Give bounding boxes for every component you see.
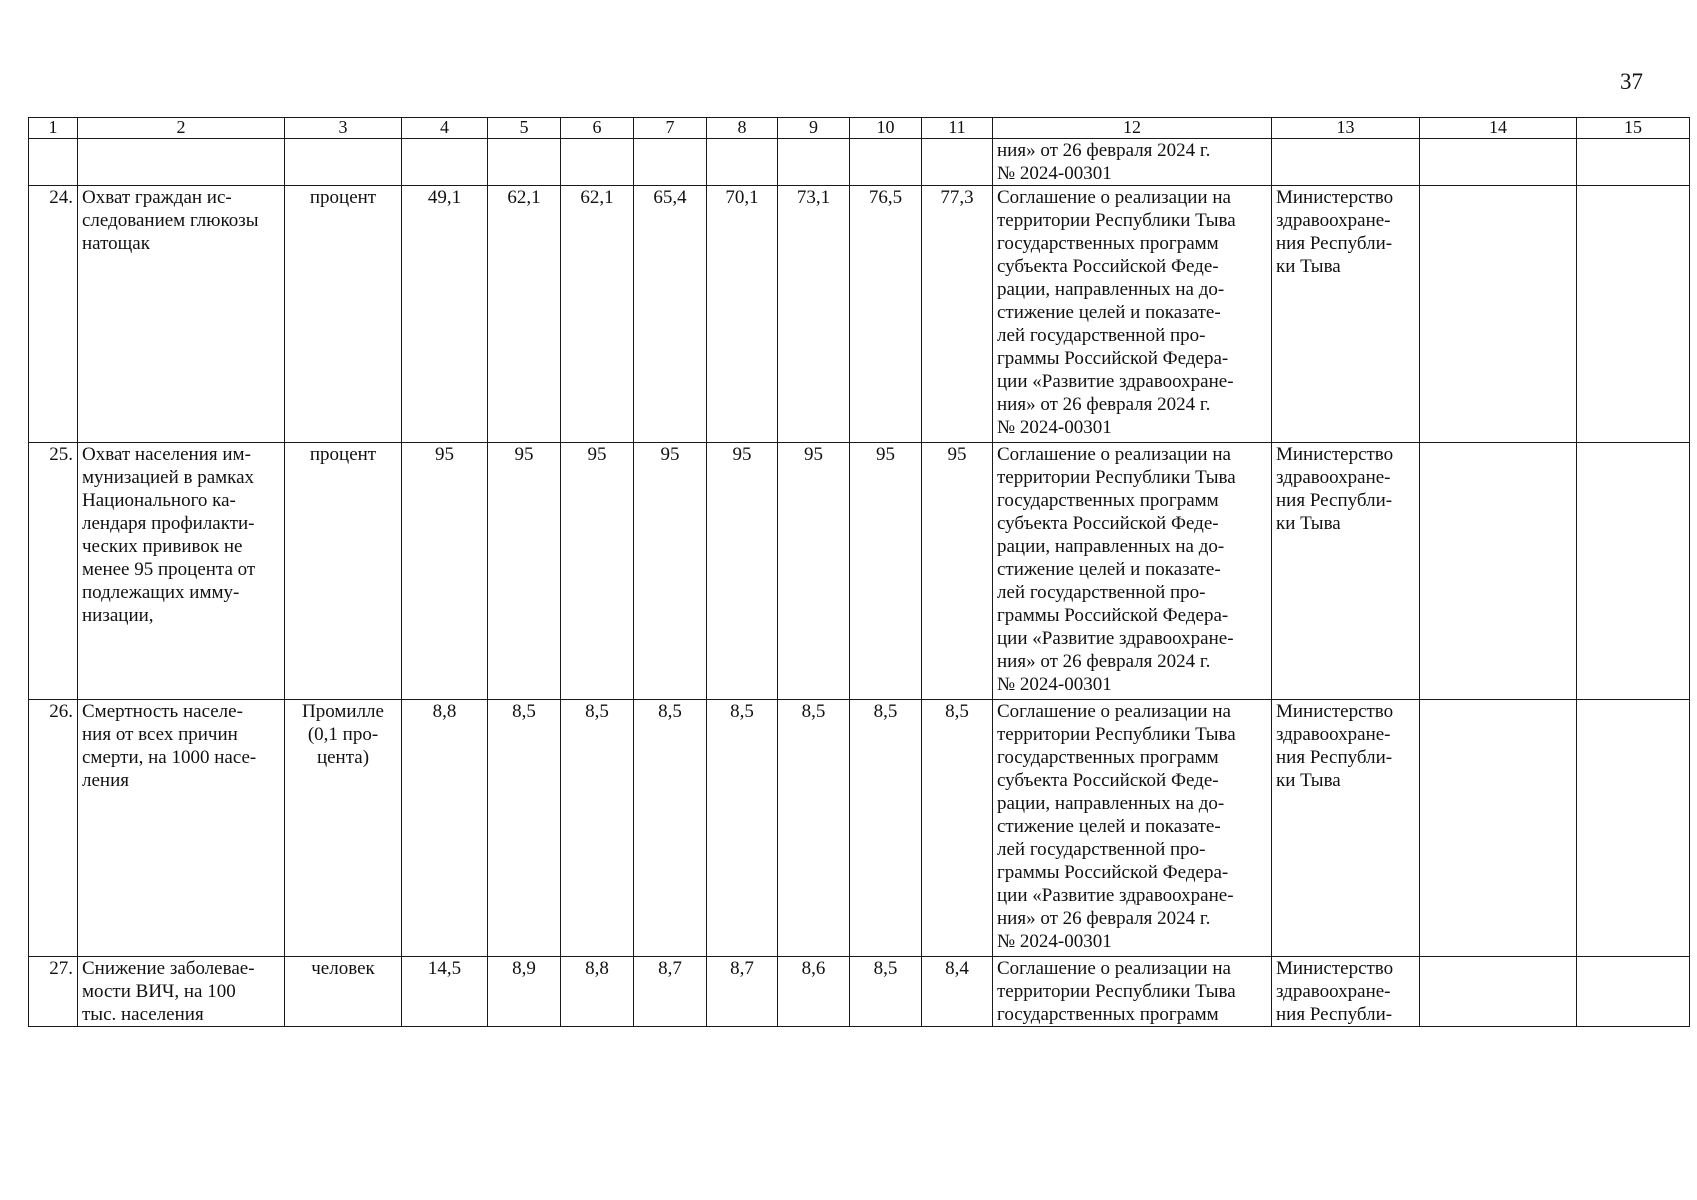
- table-cell: [78, 139, 285, 186]
- table-cell: [561, 139, 634, 186]
- value-cell: 95: [707, 443, 778, 700]
- row-number: 27.: [29, 957, 78, 1027]
- header-cell: 1: [29, 118, 78, 139]
- table-cell: [1420, 186, 1577, 443]
- basis-cell: Соглашение о реализации на территории Республики Тыва государственных программ: [993, 957, 1272, 1027]
- table-cell: [707, 139, 778, 186]
- header-cell: 10: [850, 118, 922, 139]
- unit-cell: Промилле (0,1 про- цента): [285, 700, 402, 957]
- continuation-row: [29, 139, 1690, 186]
- value-cell: 8,6: [778, 957, 850, 1027]
- table-cell: [850, 139, 922, 186]
- value-cell: 8,9: [488, 957, 561, 1027]
- indicator-name: Охват населения им- мунизацией в рамках Национального ка- лендаря профилакти- ческих прививок не менее 95 процента от подлежащих имму- низации,: [78, 443, 285, 700]
- row-number: 26.: [29, 700, 78, 957]
- unit-cell: процент: [285, 186, 402, 443]
- table-cell: [778, 139, 850, 186]
- header-cell: 15: [1577, 118, 1690, 139]
- indicator-name: Снижение заболевае- мости ВИЧ, на 100 тыс. населения: [78, 957, 285, 1027]
- table-cell: [1420, 139, 1577, 186]
- table-cell: [285, 139, 402, 186]
- value-cell: 8,8: [402, 700, 488, 957]
- header-cell: 9: [778, 118, 850, 139]
- header-cell: 14: [1420, 118, 1577, 139]
- responsible-cell: Министерство здравоохране- ния Республи- ки Тыва: [1272, 186, 1420, 443]
- table-cell: [402, 139, 488, 186]
- value-cell: 95: [850, 443, 922, 700]
- value-cell: 95: [561, 443, 634, 700]
- value-cell: 8,5: [488, 700, 561, 957]
- table-cell: [1577, 186, 1690, 443]
- table-cell: [1272, 139, 1420, 186]
- value-cell: 8,8: [561, 957, 634, 1027]
- row-number: 25.: [29, 443, 78, 700]
- value-cell: 77,3: [922, 186, 993, 443]
- header-cell: 3: [285, 118, 402, 139]
- table-cell: [1577, 957, 1690, 1027]
- value-cell: 95: [922, 443, 993, 700]
- table-cell: [1420, 957, 1577, 1027]
- indicator-name: Охват граждан ис- следованием глюкозы натощак: [78, 186, 285, 443]
- table-row: [29, 443, 1690, 700]
- unit-cell: процент: [285, 443, 402, 700]
- header-cell: 8: [707, 118, 778, 139]
- table-cell: [1577, 700, 1690, 957]
- value-cell: 95: [634, 443, 707, 700]
- table-cell: [1577, 139, 1690, 186]
- header-cell: 2: [78, 118, 285, 139]
- header-cell: 13: [1272, 118, 1420, 139]
- value-cell: 62,1: [561, 186, 634, 443]
- value-cell: 95: [778, 443, 850, 700]
- indicator-table: [28, 117, 1690, 1027]
- basis-cell: Соглашение о реализации на территории Республики Тыва государственных программ субъекта Российской Феде- рации, направленных на до- стижение целей и показате- лей государственной про- граммы Российской Федера- ции «Развитие здравоохране- ния» от 26 февраля 2024 г. № 2024-00301: [993, 700, 1272, 957]
- header-cell: 5: [488, 118, 561, 139]
- value-cell: 65,4: [634, 186, 707, 443]
- header-cell: 4: [402, 118, 488, 139]
- value-cell: 70,1: [707, 186, 778, 443]
- table-row: [29, 700, 1690, 957]
- header-cell: 7: [634, 118, 707, 139]
- page-number: 37: [1620, 69, 1643, 94]
- basis-cell: Соглашение о реализации на территории Республики Тыва государственных программ субъекта Российской Феде- рации, направленных на до- стижение целей и показате- лей государственной про- граммы Российской Федера- ции «Развитие здравоохране- ния» от 26 февраля 2024 г. № 2024-00301: [993, 186, 1272, 443]
- value-cell: 14,5: [402, 957, 488, 1027]
- value-cell: 8,4: [922, 957, 993, 1027]
- responsible-cell: Министерство здравоохране- ния Республи-: [1272, 957, 1420, 1027]
- header-cell: 12: [993, 118, 1272, 139]
- value-cell: 8,5: [850, 957, 922, 1027]
- header-cell: 11: [922, 118, 993, 139]
- table-cell: [634, 139, 707, 186]
- table-cell: [1420, 443, 1577, 700]
- value-cell: 73,1: [778, 186, 850, 443]
- value-cell: 8,5: [707, 700, 778, 957]
- value-cell: 95: [402, 443, 488, 700]
- table-cell: [488, 139, 561, 186]
- unit-cell: человек: [285, 957, 402, 1027]
- value-cell: 8,7: [707, 957, 778, 1027]
- value-cell: 8,5: [922, 700, 993, 957]
- row-number: 24.: [29, 186, 78, 443]
- table-cell: [922, 139, 993, 186]
- table-cell: [29, 139, 78, 186]
- value-cell: 8,5: [850, 700, 922, 957]
- responsible-cell: Министерство здравоохране- ния Республи- ки Тыва: [1272, 443, 1420, 700]
- header-cell: 6: [561, 118, 634, 139]
- value-cell: 76,5: [850, 186, 922, 443]
- table-cell: [1577, 443, 1690, 700]
- value-cell: 49,1: [402, 186, 488, 443]
- basis-cell: Соглашение о реализации на территории Республики Тыва государственных программ субъекта Российской Феде- рации, направленных на до- стижение целей и показате- лей государственной про- граммы Российской Федера- ции «Развитие здравоохране- ния» от 26 февраля 2024 г. № 2024-00301: [993, 443, 1272, 700]
- value-cell: 95: [488, 443, 561, 700]
- responsible-cell: Министерство здравоохране- ния Республи- ки Тыва: [1272, 700, 1420, 957]
- table-cell: [1420, 700, 1577, 957]
- value-cell: 8,5: [561, 700, 634, 957]
- basis-cell: ния» от 26 февраля 2024 г. № 2024-00301: [993, 139, 1272, 186]
- table-row: [29, 186, 1690, 443]
- value-cell: 8,7: [634, 957, 707, 1027]
- value-cell: 8,5: [778, 700, 850, 957]
- indicator-name: Смертность населе- ния от всех причин смерти, на 1000 насе- ления: [78, 700, 285, 957]
- table-row: [29, 957, 1690, 1027]
- value-cell: 8,5: [634, 700, 707, 957]
- header-row: [29, 118, 1690, 139]
- value-cell: 62,1: [488, 186, 561, 443]
